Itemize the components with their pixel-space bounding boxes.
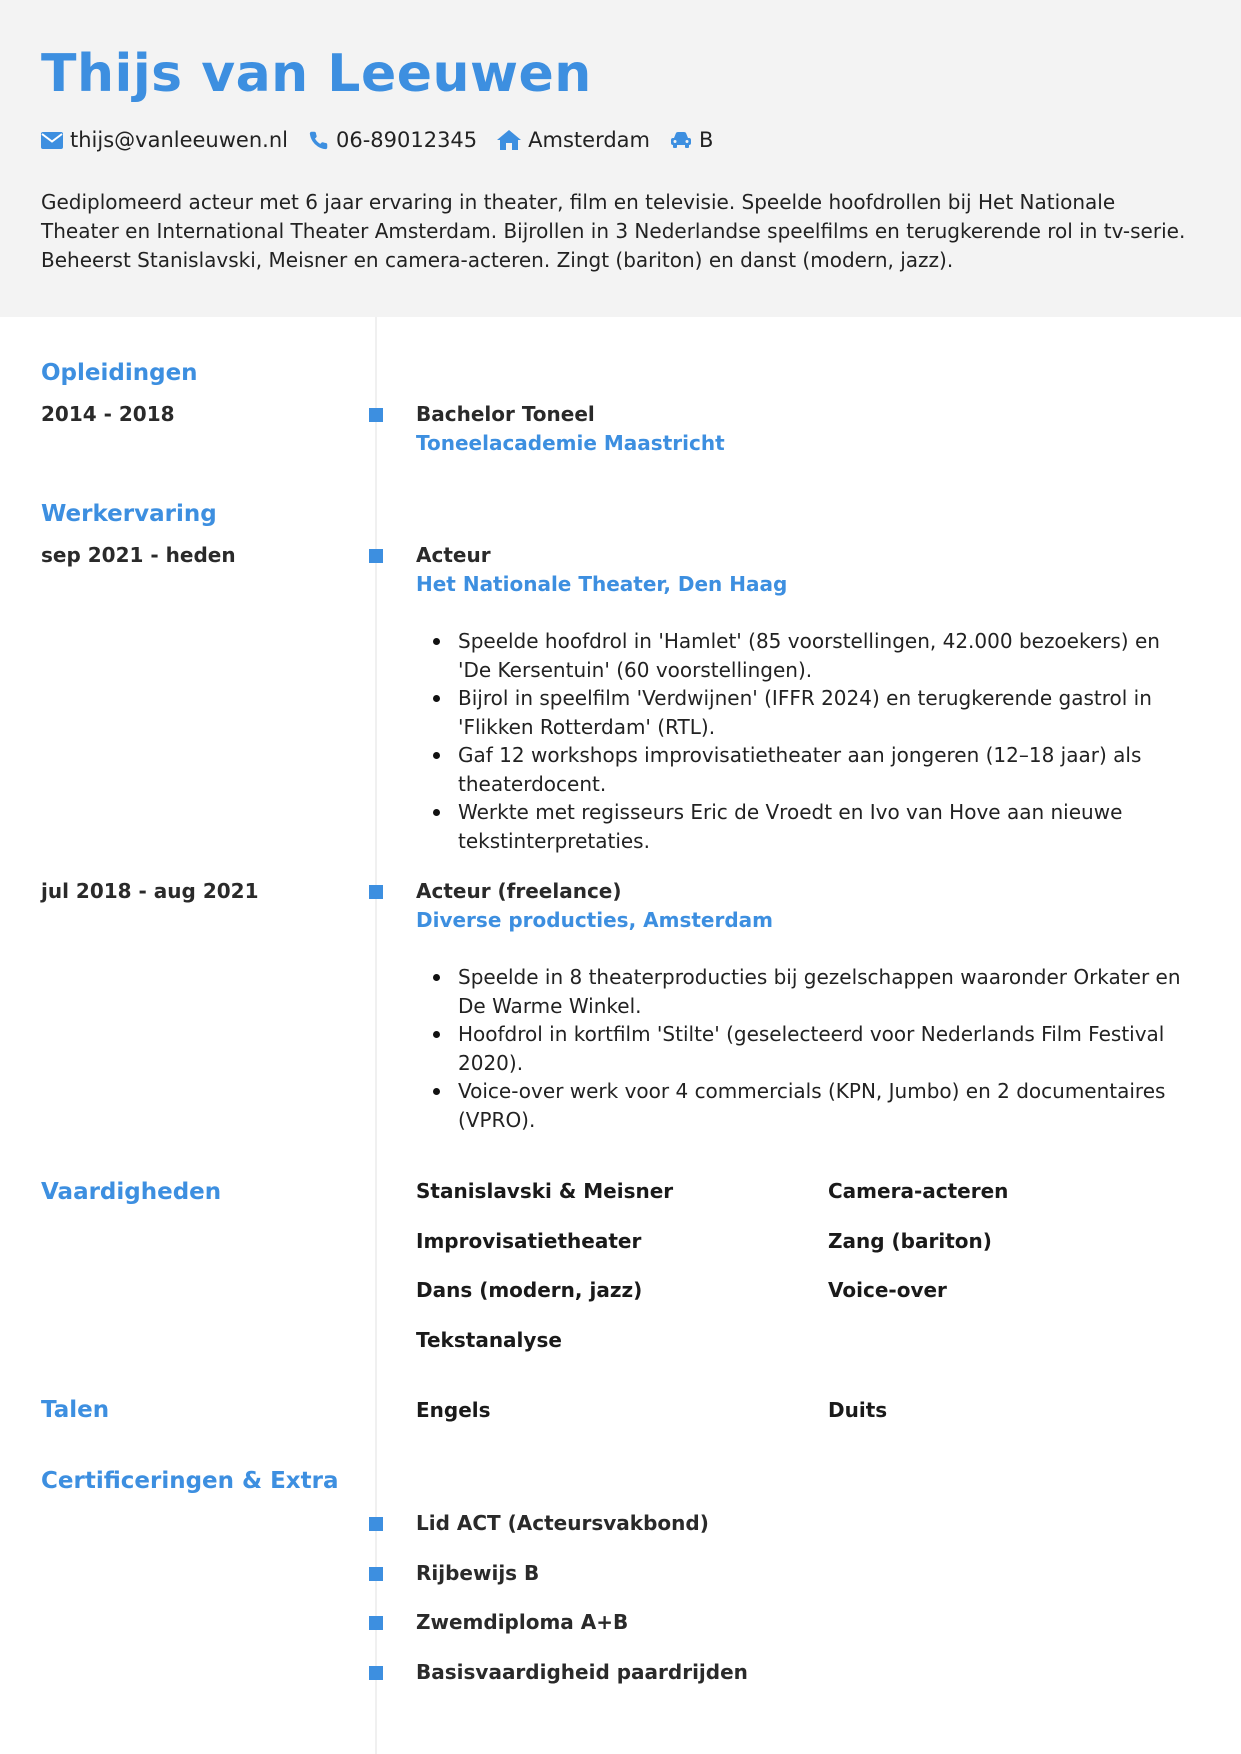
skill-item: Camera-acteren bbox=[828, 1179, 1009, 1203]
email-text: thijs@vanleeuwen.nl bbox=[70, 128, 288, 152]
education-period: 2014 - 2018 bbox=[41, 402, 175, 426]
timeline-marker bbox=[369, 549, 383, 563]
experience-org: Het Nationale Theater, Den Haag bbox=[416, 572, 788, 596]
section-title-experience: Werkervaring bbox=[41, 501, 217, 527]
contact-city bbox=[497, 128, 650, 152]
list-item: Speelde hoofdrol in 'Hamlet' (85 voorstellingen, 42.000 bezoekers) en 'De Kersentuin' (60 voorstellingen). bbox=[416, 627, 1196, 684]
skill-item: Zang (bariton) bbox=[828, 1229, 992, 1253]
home-icon bbox=[497, 130, 521, 150]
skill-item: Voice-over bbox=[828, 1278, 947, 1302]
candidate-name: Thijs van Leeuwen bbox=[41, 44, 592, 104]
skill-item: Dans (modern, jazz) bbox=[416, 1278, 643, 1302]
license-text: B bbox=[699, 128, 714, 152]
timeline-marker bbox=[369, 885, 383, 899]
list-item: Voice-over werk voor 4 commercials (KPN, Jumbo) en 2 documentaires (VPRO). bbox=[416, 1077, 1196, 1134]
section-title-skills: Vaardigheden bbox=[41, 1179, 222, 1205]
section-title-languages: Talen bbox=[41, 1397, 110, 1423]
list-item: Gaf 12 workshops improvisatietheater aan jongeren (12–18 jaar) als theaterdocent. bbox=[416, 741, 1196, 798]
contact-license bbox=[670, 128, 713, 152]
certification-item: Lid ACT (Acteursvakbond) bbox=[416, 1511, 709, 1535]
list-item: Speelde in 8 theaterproducties bij gezelschappen waaronder Orkater en De Warme Winkel. bbox=[416, 963, 1196, 1020]
timeline-marker bbox=[369, 1517, 383, 1531]
experience-bullet-list bbox=[416, 963, 1196, 1134]
education-degree: Bachelor Toneel bbox=[416, 402, 595, 426]
contact-phone bbox=[308, 128, 477, 152]
timeline-marker bbox=[369, 1567, 383, 1581]
list-item: Werkte met regisseurs Eric de Vroedt en Ivo van Hove aan nieuwe tekstinterpretaties. bbox=[416, 798, 1196, 855]
certification-item: Rijbewijs B bbox=[416, 1561, 540, 1585]
certification-item: Basisvaardigheid paardrijden bbox=[416, 1660, 748, 1684]
experience-role: Acteur bbox=[416, 543, 491, 567]
language-item: Engels bbox=[416, 1398, 491, 1422]
list-item: Hoofdrol in kortfilm 'Stilte' (geselecteerd voor Nederlands Film Festival 2020). bbox=[416, 1020, 1196, 1077]
contact-email bbox=[41, 128, 288, 152]
list-item: Bijrol in speelfilm 'Verdwijnen' (IFFR 2024) en terugkerende gastrol in 'Flikken Rotterdam' (RTL). bbox=[416, 684, 1196, 741]
language-item: Duits bbox=[828, 1398, 888, 1422]
experience-org: Diverse producties, Amsterdam bbox=[416, 908, 773, 932]
timeline-marker bbox=[369, 1666, 383, 1680]
section-title-education: Opleidingen bbox=[41, 360, 198, 386]
education-school: Toneelacademie Maastricht bbox=[416, 431, 725, 455]
profile-summary: Gediplomeerd acteur met 6 jaar ervaring in theater, film en televisie. Speelde hoofdrollen bij Het Nationale Theater en International Theater Amsterdam. Bijrollen in 3 Nederlandse speelfilms en terugkerende rol in tv-serie. Beheerst Stanislavski, Meisner en camera-acteren. Zingt (bariton) en danst (modern, jazz). bbox=[41, 190, 1186, 272]
timeline-marker bbox=[369, 1616, 383, 1630]
experience-role: Acteur (freelance) bbox=[416, 879, 622, 903]
timeline-divider bbox=[375, 317, 377, 1754]
car-icon bbox=[670, 131, 692, 149]
city-text: Amsterdam bbox=[528, 128, 650, 152]
envelope-icon bbox=[41, 132, 63, 149]
skill-item: Improvisatietheater bbox=[416, 1229, 642, 1253]
experience-period: sep 2021 - heden bbox=[41, 543, 236, 567]
contact-bar bbox=[41, 128, 733, 152]
experience-bullet-list bbox=[416, 627, 1196, 855]
header-panel bbox=[0, 0, 1241, 317]
experience-period: jul 2018 - aug 2021 bbox=[41, 879, 259, 903]
section-title-certifications: Certificeringen & Extra bbox=[41, 1468, 339, 1494]
certification-item: Zwemdiploma A+B bbox=[416, 1610, 629, 1634]
phone-icon bbox=[308, 130, 329, 151]
phone-text: 06-89012345 bbox=[335, 128, 478, 152]
timeline-marker bbox=[369, 408, 383, 422]
skill-item: Stanislavski & Meisner bbox=[416, 1179, 674, 1203]
skill-item: Tekstanalyse bbox=[416, 1328, 562, 1352]
